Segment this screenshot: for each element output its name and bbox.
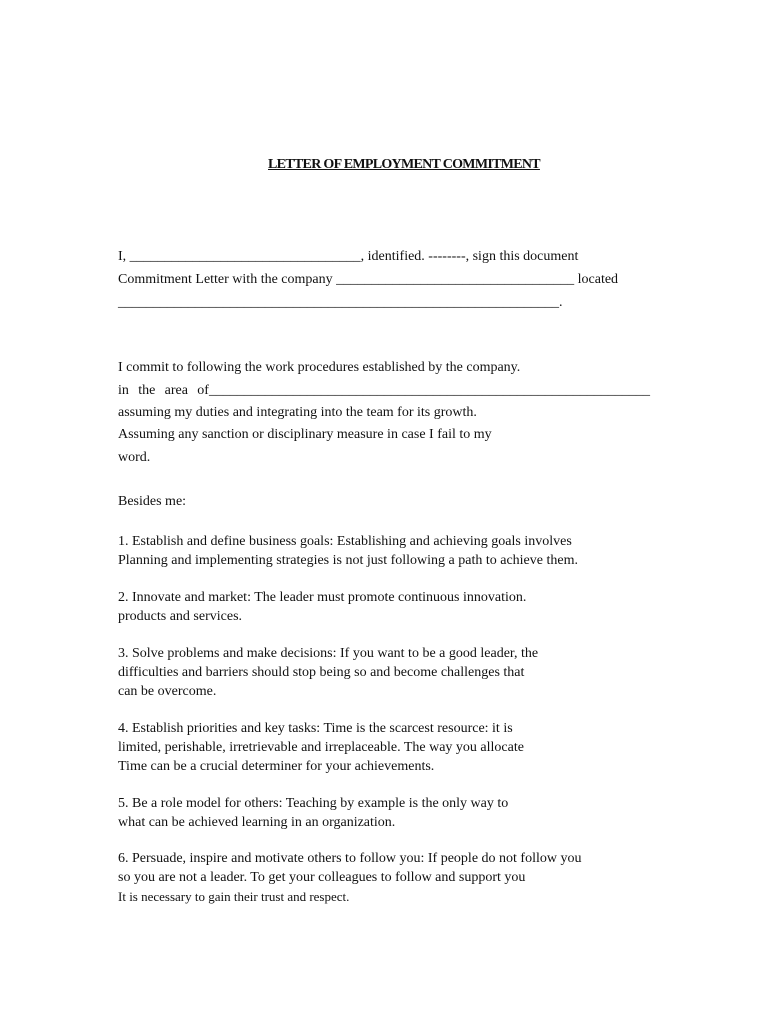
commitment-line-1: I commit to following the work procedures established by the company. xyxy=(118,360,521,375)
item-3-line-1: 3. Solve problems and make decisions: If you want to be a good leader, the xyxy=(118,646,539,661)
commitment-line-2-word-area: area xyxy=(164,383,188,398)
item-2-line-1: 2. Innovate and market: The leader must promote continuous innovation. xyxy=(118,590,527,605)
intro-line-1: I, _________________________________, identified. --------, sign this document xyxy=(118,249,579,264)
besides-label: Besides me: xyxy=(118,494,187,509)
item-3-line-2: difficulties and barriers should stop being so and become challenges that xyxy=(118,665,525,680)
item-5-line-2: what can be achieved learning in an organization. xyxy=(118,815,396,830)
item-5-line-1: 5. Be a role model for others: Teaching by example is the only way to xyxy=(118,796,509,811)
item-6-line-2: so you are not a leader. To get your colleagues to follow and support you xyxy=(118,870,526,885)
commitment-line-2-word-in: in xyxy=(118,383,129,398)
intro-line-3: _______________________________________________________________. xyxy=(118,295,563,310)
commitment-line-5: word. xyxy=(118,450,151,465)
commitment-line-2-word-the: the xyxy=(138,383,156,398)
item-6-line-1: 6. Persuade, inspire and motivate others to follow you: If people do not follow you xyxy=(118,851,582,866)
commitment-line-2-blank: of_______________________________________________________________ xyxy=(197,383,650,398)
item-1-line-2: Planning and implementing strategies is not just following a path to achieve them. xyxy=(118,553,578,568)
item-4-line-2: limited, perishable, irretrievable and irreplaceable. The way you allocate xyxy=(118,740,524,755)
item-2-line-2: products and services. xyxy=(118,609,243,624)
item-4-line-3: Time can be a crucial determiner for your achievements. xyxy=(118,759,435,774)
intro-line-2: Commitment Letter with the company __________________________________ located xyxy=(118,272,619,287)
document-title: LETTER OF EMPLOYMENT COMMITMENT xyxy=(268,157,540,172)
item-4-line-1: 4. Establish priorities and key tasks: Time is the scarcest resource: it is xyxy=(118,721,513,736)
commitment-line-4: Assuming any sanction or disciplinary measure in case I fail to my xyxy=(118,427,492,442)
commitment-line-3: assuming my duties and integrating into the team for its growth. xyxy=(118,405,477,420)
item-6-line-3: It is necessary to gain their trust and respect. xyxy=(118,889,350,904)
item-1-line-1: 1. Establish and define business goals: Establishing and achieving goals involves xyxy=(118,534,572,549)
commitment-line-2 xyxy=(118,382,650,400)
item-3-line-3: can be overcome. xyxy=(118,684,217,699)
